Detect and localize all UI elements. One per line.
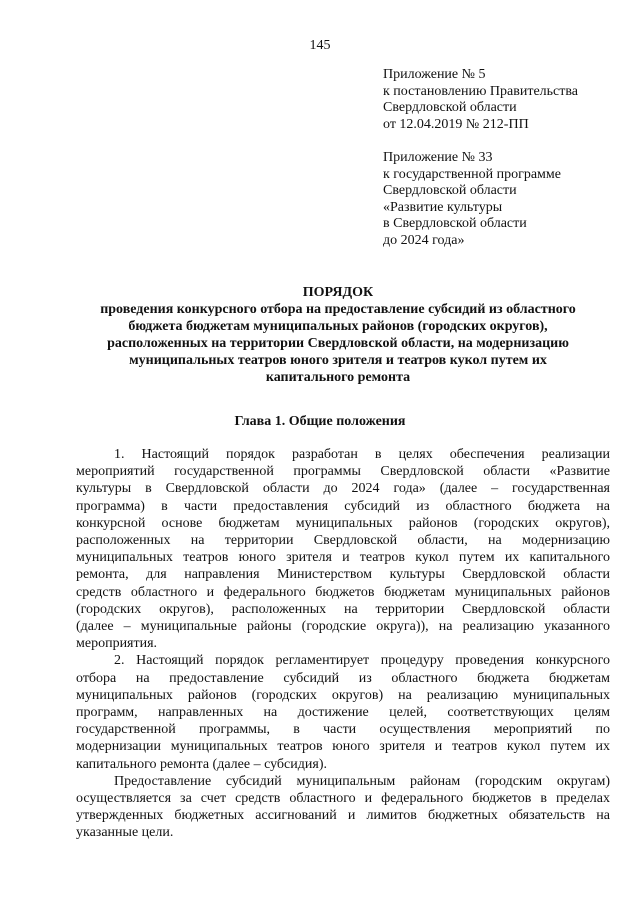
paragraph-line: программ, направленных на достижение целей, соответствующих целям xyxy=(76,705,610,721)
appendix-line: Приложение № 5 xyxy=(383,67,486,82)
title-line: муниципальных театров юного зрителя и театров кукол путем их xyxy=(129,353,547,368)
paragraph-line: капитального ремонта (далее – субсидия). xyxy=(76,756,327,772)
paragraph-line: культуры в Свердловской области до 2024 года» (далее – государственная xyxy=(76,481,610,497)
paragraph xyxy=(76,773,610,842)
paragraph-line: осуществляется за счет средств областного и федерального бюджетов в пределах xyxy=(76,791,610,807)
document-title xyxy=(72,284,604,386)
title-line: ПОРЯДОК xyxy=(302,285,374,300)
paragraph-line: мероприятия. xyxy=(76,636,158,652)
appendix-line: Приложение № 33 xyxy=(383,150,493,165)
paragraph-line: (далее – муниципальные районы (городские округа)), на реализацию указанного xyxy=(76,619,610,635)
paragraph-line: программа) в части предоставления субсидий из областного бюджета на xyxy=(76,498,610,514)
paragraph xyxy=(76,446,610,652)
appendix-line: к государственной программе xyxy=(383,166,561,182)
chapter-heading: Глава 1. Общие положения xyxy=(234,414,406,429)
appendix-line: от 12.04.2019 № 212-ПП xyxy=(383,116,529,132)
appendix-note-33 xyxy=(383,150,623,249)
appendix-line: до 2024 года» xyxy=(383,232,465,248)
paragraph-line: муниципальных районов (городских округов) на реализацию муниципальных xyxy=(76,687,610,703)
paragraph-line: 2. Настоящий порядок регламентирует процедуру проведения конкурсного xyxy=(114,653,610,669)
appendix-line: к постановлению Правительства xyxy=(383,83,579,99)
paragraph-line: средств областного и федерального бюджетов бюджетам муниципальных районов xyxy=(76,584,610,600)
paragraph-line: расположенных на территории Свердловской области, на модернизацию xyxy=(76,533,610,549)
paragraph-line: модернизации муниципальных театров юного зрителя и театров кукол путем их xyxy=(76,739,610,755)
paragraph-line: указанные цели. xyxy=(76,825,174,841)
title-line: бюджета бюджетам муниципальных районов (городских округов), xyxy=(128,319,548,334)
paragraph-line: 1. Настоящий порядок разработан в целях обеспечения реализации xyxy=(114,447,610,462)
paragraph-line: муниципальных театров юного зрителя и театров кукол путем их капитального xyxy=(76,550,610,566)
document-body xyxy=(76,446,610,842)
appendix-line: Свердловской области xyxy=(383,100,517,115)
appendix-line: «Развитие культуры xyxy=(383,199,503,215)
title-line: проведения конкурсного отбора на предоставление субсидий из областного xyxy=(100,302,576,317)
appendix-line: Свердловской области xyxy=(383,183,517,198)
paragraph-line: Предоставление субсидий муниципальным районам (городским округам) xyxy=(114,773,610,789)
paragraph-line: отбора на предоставление субсидий из областного бюджета бюджетам xyxy=(76,670,610,686)
paragraph-line: (городских округов), расположенных на территории Свердловской области xyxy=(76,601,610,617)
title-line: расположенных на территории Свердловской области, на модернизацию xyxy=(107,336,569,351)
paragraph-line: мероприятий государственной программы Свердловской области «Развитие xyxy=(76,464,610,480)
appendix-line: в Свердловской области xyxy=(383,216,527,231)
paragraph-line: государственной программы, в части осуществления мероприятий по xyxy=(76,722,610,738)
title-line: капитального ремонта xyxy=(265,370,411,385)
paragraph-line: ремонта, для направления Министерством культуры Свердловской области xyxy=(76,567,610,583)
appendix-note-5 xyxy=(383,67,623,133)
page-number: 145 xyxy=(309,38,331,53)
paragraph xyxy=(76,652,610,772)
paragraph-line: утвержденных бюджетных ассигнований и лимитов бюджетных обязательств на xyxy=(76,808,610,824)
paragraph-line: конкурсной основе бюджетам муниципальных районов (городских округов), xyxy=(76,515,610,531)
